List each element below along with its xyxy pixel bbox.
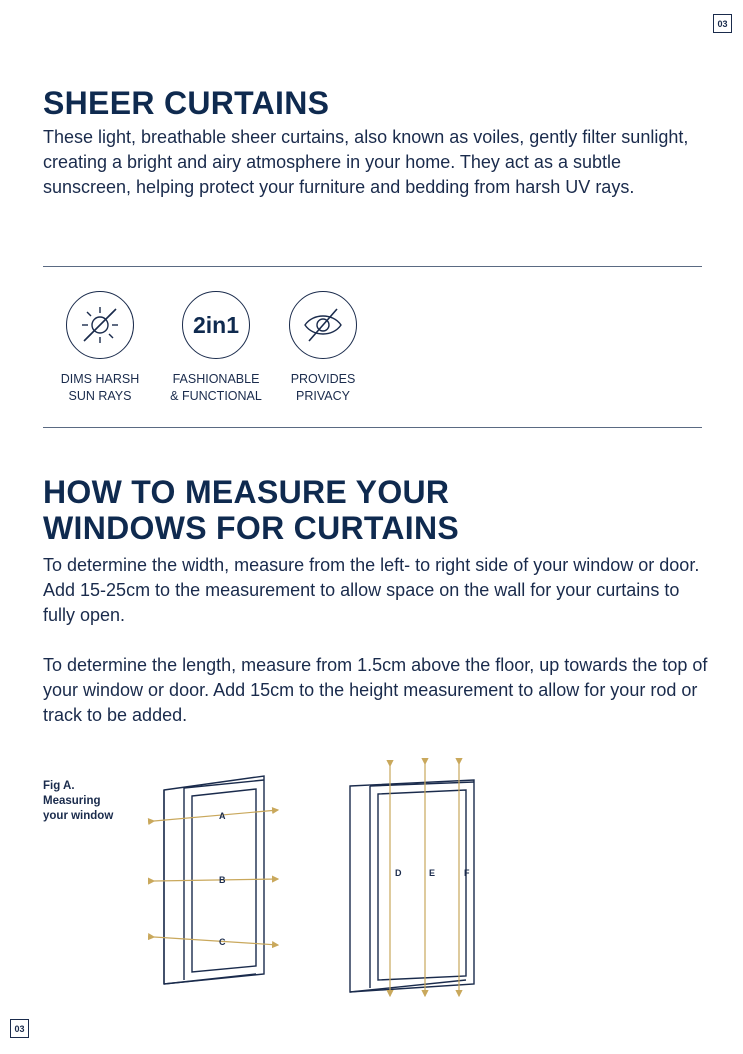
feature-label-line1: FASHIONABLE [172, 372, 260, 386]
feature-label-line1: PROVIDES [290, 372, 356, 386]
eye-crossed-icon [289, 291, 357, 359]
measure-width-text: To determine the width, measure from the left- to right side of your window or door. Add 15-25cm to the measurement to allow space on the wall for your curtains to fully open. [43, 555, 700, 625]
feature-label-line2: & FUNCTIONAL [170, 389, 262, 403]
window-length-drawing [350, 780, 474, 992]
badge-text: 2in1 [192, 311, 240, 338]
2in1-badge-icon [182, 291, 250, 359]
divider-top [43, 266, 702, 267]
caption-line1: Fig A. [43, 780, 75, 792]
feature-dims-sun [40, 291, 160, 405]
feature-label-line2: SUN RAYS [68, 389, 132, 403]
width-label-a: A [219, 811, 226, 821]
feature-2in1 [156, 291, 276, 405]
figure-caption [43, 779, 133, 824]
caption-line2: Measuring [43, 795, 101, 807]
sheer-curtains-description: These light, breathable sheer curtains, also known as voiles, gently filter sunlight, creating a bright and airy atmosphere in your home. They act as a subtle sunscreen, helping protect your furniture and bedding from harsh UV rays. [43, 127, 689, 197]
measure-title-line2: WINDOWS FOR CURTAINS [43, 510, 460, 546]
divider-bottom [43, 427, 702, 428]
page-number-bottom: 03 [10, 1019, 29, 1038]
measure-title [43, 474, 459, 546]
width-label-b: B [219, 875, 226, 885]
page-number-top: 03 [713, 14, 732, 33]
sun-crossed-icon [66, 291, 134, 359]
window-measure-diagram [140, 752, 490, 1012]
length-label-e: E [429, 868, 436, 878]
sheer-curtains-title: SHEER CURTAINS [43, 85, 330, 121]
measure-length-text: To determine the length, measure from 1.5cm above the floor, up towards the top of your window or door. Add 15cm to the height measurement to allow for your rod or track to be added. [43, 655, 708, 725]
feature-privacy [263, 291, 383, 405]
caption-line3: your window [43, 810, 114, 822]
feature-label-line1: DIMS HARSH [60, 372, 140, 386]
width-label-c: C [219, 937, 226, 947]
feature-label-line2: PRIVACY [296, 389, 350, 403]
length-label-d: D [395, 868, 402, 878]
measure-title-line1: HOW TO MEASURE YOUR [43, 474, 450, 510]
length-label-f: F [464, 868, 470, 878]
